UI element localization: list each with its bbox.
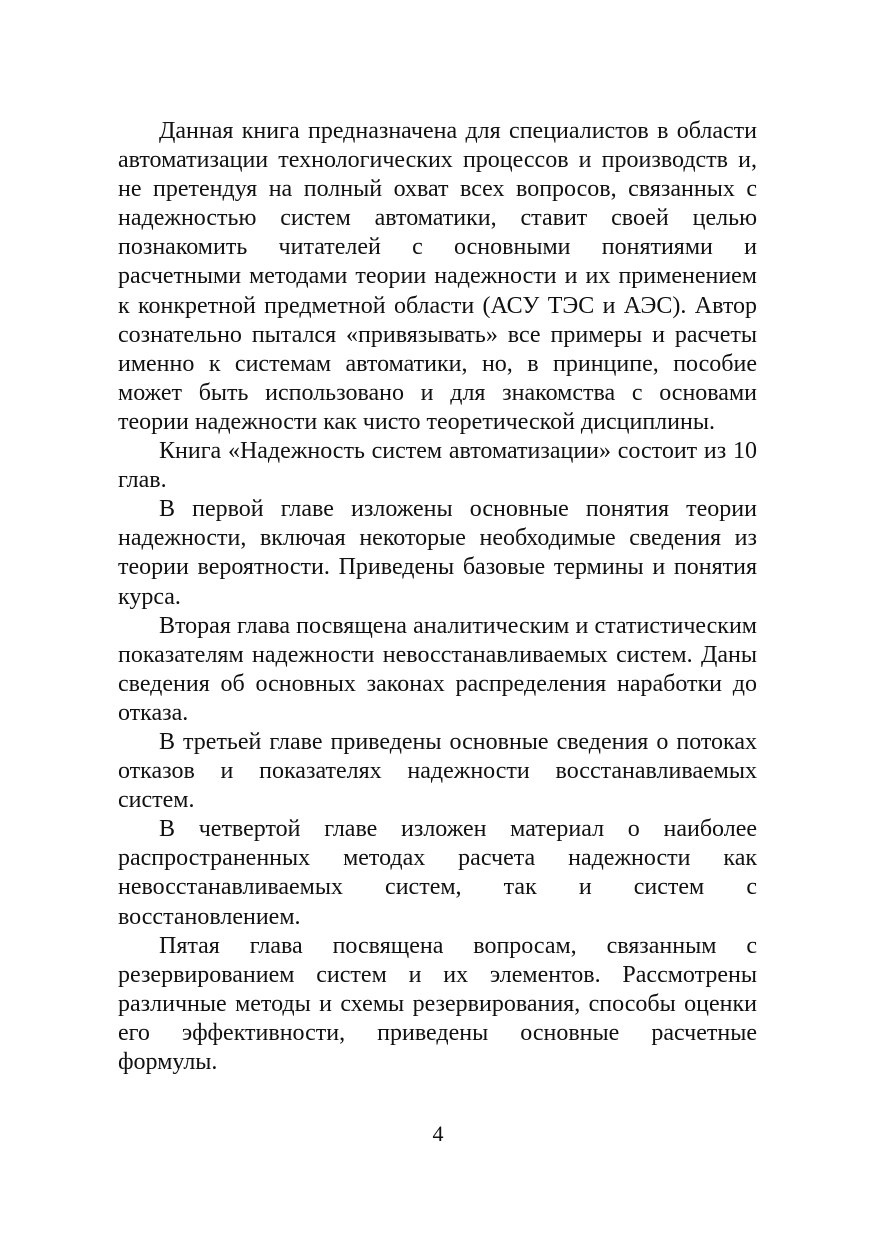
paragraph-chapter-3: В третьей главе приведены основные сведения о потоках отказов и показателях надежности восстанавливаемых систем.	[118, 728, 757, 814]
paragraph-chapter-4: В четвертой главе изложен материал о наиболее распространенных методах расчета надежности как невосстанавливаемых систем, так и систем с восстановлением.	[118, 816, 757, 930]
paragraph-chapter-1: В первой главе изложены основные понятия теории надежности, включая некоторые необходимые сведения из теории вероятности. Приведены базовые термины и понятия курса.	[118, 496, 757, 610]
paragraph-chapter-5: Пятая глава посвящена вопросам, связанным с резервированием систем и их элементов. Рассмотрены различные методы и схемы резервирования, способы оценки его эффективности, приведены основные расчетные формулы.	[118, 932, 757, 1075]
page-number: 4	[432, 1121, 444, 1146]
paragraph-book-structure: Книга «Надежность систем автоматизации» состоит из 10 глав.	[118, 438, 757, 494]
paragraph-intro: Данная книга предназначена для специалистов в области автоматизации технологических процессов и производств и, не претендуя на полный охват всех вопросов, связанных с надежностью систем автоматики, ставит своей целью познакомить читателей с основными понятиями и расчетными методами теории надежности и их применением к конкретной предметной области (АСУ ТЭС и АЭС). Автор сознательно пытался «привязывать» все примеры и расчеты именно к системам автоматики, но, в принципе, пособие может быть использовано и для знакомства с основами теории надежности как чисто теоретической дисциплины.	[118, 118, 757, 435]
body-text	[118, 117, 757, 1077]
paragraph-chapter-2: Вторая глава посвящена аналитическим и статистическим показателям надежности невосстанавливаемых систем. Даны сведения об основных законах распределения наработки до отказа.	[118, 612, 757, 726]
